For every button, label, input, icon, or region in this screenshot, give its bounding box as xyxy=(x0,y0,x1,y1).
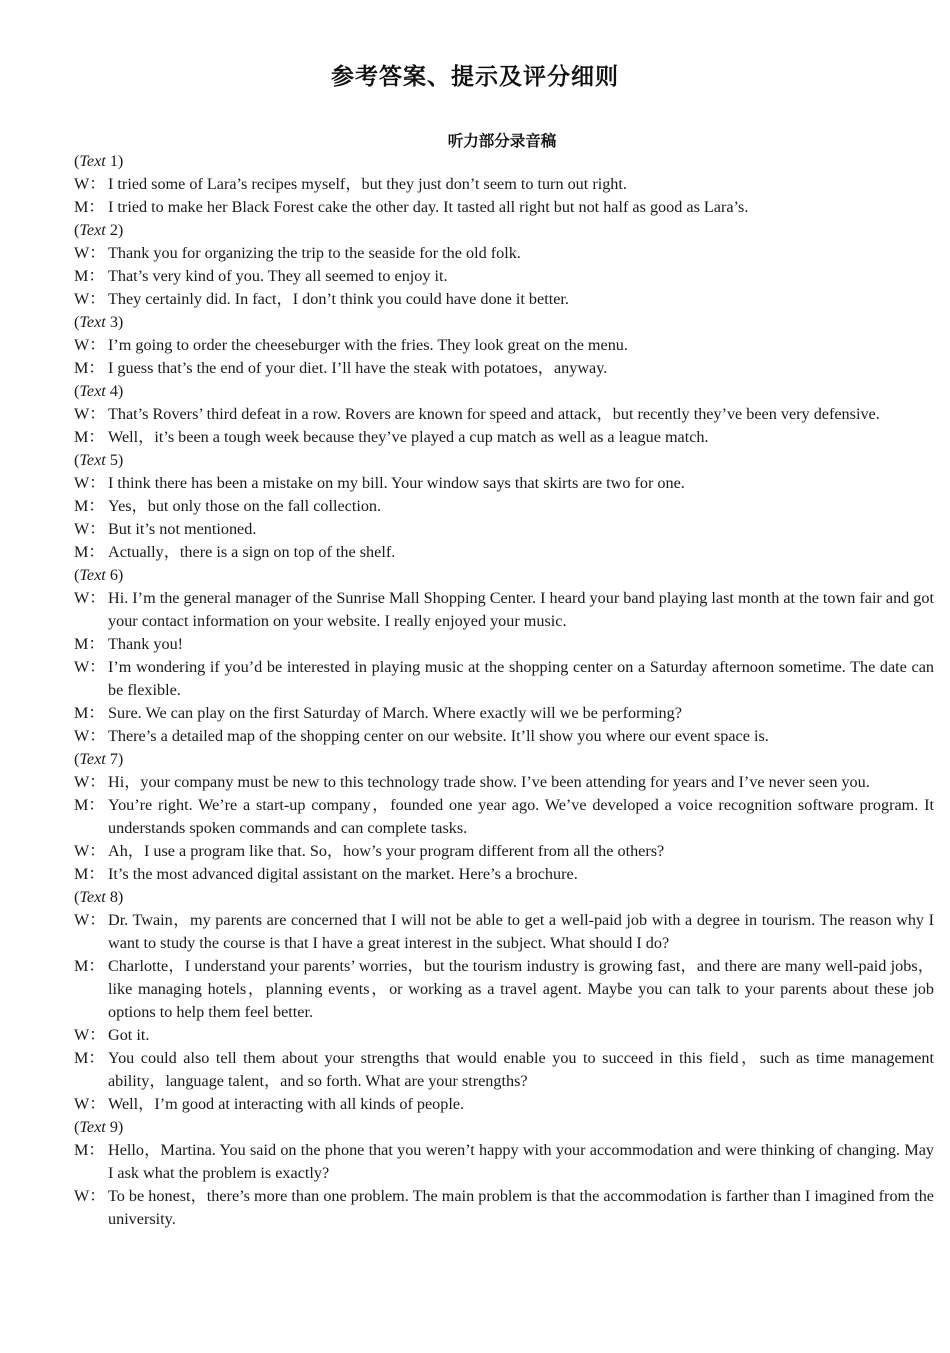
speaker-label: W： xyxy=(74,520,106,538)
text-header-word: Text xyxy=(79,152,106,170)
dialogue-line xyxy=(74,1093,934,1116)
text-header-open: ( xyxy=(74,451,80,469)
speaker-label: M： xyxy=(74,543,105,561)
dialogue-text: I’m going to order the cheeseburger with the fries. They look great on the menu. xyxy=(108,336,628,354)
dialogue-line xyxy=(74,794,934,840)
section-subtitle: 听力部分录音稿 xyxy=(447,132,557,150)
dialogue-text: But it’s not mentioned. xyxy=(108,520,257,538)
dialogue-line xyxy=(74,633,934,656)
dialogue-line xyxy=(74,656,934,702)
text-header xyxy=(74,886,934,909)
dialogue-text: Hi，your company must be new to this technology trade show. I’ve been attending for years and I’ve never seen you. xyxy=(108,773,870,791)
speaker-label: M： xyxy=(74,704,105,722)
dialogue-text: Thank you! xyxy=(108,635,184,653)
text-header-open: ( xyxy=(74,152,80,170)
speaker-label: W： xyxy=(74,727,106,745)
dialogue-line xyxy=(74,955,934,1024)
dialogue-line xyxy=(74,840,934,863)
dialogue-text: Yes，but only those on the fall collection. xyxy=(108,497,382,515)
dialogue-line xyxy=(74,518,934,541)
dialogue-text: I guess that’s the end of your diet. I’ll have the steak with potatoes，anyway. xyxy=(108,359,608,377)
dialogue-text: Thank you for organizing the trip to the seaside for the old folk. xyxy=(108,244,521,262)
text-header-number: 7) xyxy=(105,750,124,768)
dialogue-line xyxy=(74,1047,934,1093)
speaker-label: W： xyxy=(74,405,106,423)
text-header-word: Text xyxy=(79,451,106,469)
text-header xyxy=(74,564,934,587)
dialogue-text: I tried some of Lara’s recipes myself，but they just don’t seem to turn out right. xyxy=(108,175,627,193)
text-header-word: Text xyxy=(79,750,106,768)
dialogue-text: Got it. xyxy=(108,1026,150,1044)
speaker-label: M： xyxy=(74,1049,105,1067)
speaker-label: W： xyxy=(74,175,106,193)
dialogue-line xyxy=(74,472,934,495)
text-header-number: 8) xyxy=(105,888,124,906)
text-header-number: 2) xyxy=(105,221,124,239)
dialogue-text: There’s a detailed map of the shopping center on our website. It’ll show you where our event space is. xyxy=(108,727,769,745)
dialogue-line xyxy=(74,403,934,426)
dialogue-text: They certainly did. In fact，I don’t think you could have done it better. xyxy=(108,290,569,308)
speaker-label: W： xyxy=(74,911,106,929)
dialogue-text: Hi. I’m the general manager of the Sunrise Mall Shopping Center. I heard your band playing last month at the town fair and got your contact information on your website. I really enjoyed your music. xyxy=(108,589,934,630)
text-header-number: 5) xyxy=(105,451,124,469)
speaker-label: M： xyxy=(74,267,105,285)
speaker-label: W： xyxy=(74,1026,106,1044)
dialogue-line xyxy=(74,702,934,725)
text-header xyxy=(74,219,934,242)
dialogue-text: Charlotte，I understand your parents’ worries，but the tourism industry is growing fast，and there are many well-paid jobs，like managing hotels，planning events，or working as a travel agent. Maybe you can talk to your parents about these job options to help them feel better. xyxy=(108,957,934,1021)
text-header-open: ( xyxy=(74,1118,80,1136)
dialogue-text: Hello，Martina. You said on the phone that you weren’t happy with your accommodation and were thinking of changing. May I ask what the problem is exactly? xyxy=(108,1141,934,1182)
text-header-open: ( xyxy=(74,221,80,239)
speaker-label: W： xyxy=(74,589,106,607)
text-header-word: Text xyxy=(79,313,106,331)
dialogue-text: Dr. Twain，my parents are concerned that I will not be able to get a well-paid job with a degree in tourism. The reason why I want to study the course is that I have a great interest in the subject. What should I do? xyxy=(108,911,934,952)
dialogue-text: Sure. We can play on the first Saturday of March. Where exactly will we be performing? xyxy=(108,704,682,722)
speaker-label: W： xyxy=(74,336,106,354)
text-header-number: 6) xyxy=(105,566,124,584)
page-title: 参考答案、提示及评分细则 xyxy=(331,64,619,90)
speaker-label: W： xyxy=(74,658,106,676)
dialogue-line xyxy=(74,725,934,748)
dialogue-text: I’m wondering if you’d be interested in playing music at the shopping center on a Saturday afternoon sometime. The date can be flexible. xyxy=(108,658,934,699)
text-header xyxy=(74,449,934,472)
speaker-label: M： xyxy=(74,359,105,377)
dialogue-line xyxy=(74,1024,934,1047)
speaker-label: W： xyxy=(74,244,106,262)
dialogue-line xyxy=(74,771,934,794)
dialogue-line xyxy=(74,196,934,219)
dialogue-text: Actually，there is a sign on top of the shelf. xyxy=(108,543,396,561)
dialogue-text: Well，it’s been a tough week because they’ve played a cup match as well as a league match. xyxy=(108,428,709,446)
dialogue-text: That’s Rovers’ third defeat in a row. Rovers are known for speed and attack，but recently they’ve been very defensive. xyxy=(108,405,880,423)
dialogue-text: Well，I’m good at interacting with all kinds of people. xyxy=(108,1095,465,1113)
dialogue-line xyxy=(74,909,934,955)
text-header xyxy=(74,1116,934,1139)
speaker-label: M： xyxy=(74,428,105,446)
speaker-label: W： xyxy=(74,773,106,791)
text-header-number: 3) xyxy=(105,313,124,331)
text-header-open: ( xyxy=(74,888,80,906)
text-header-word: Text xyxy=(79,566,106,584)
dialogue-text: Ah，I use a program like that. So，how’s your program different from all the others? xyxy=(108,842,665,860)
dialogue-text: It’s the most advanced digital assistant on the market. Here’s a brochure. xyxy=(108,865,578,883)
dialogue-text: I think there has been a mistake on my bill. Your window says that skirts are two for one. xyxy=(108,474,685,492)
text-header-number: 4) xyxy=(105,382,124,400)
text-header xyxy=(74,150,934,173)
speaker-label: M： xyxy=(74,865,105,883)
dialogue-line xyxy=(74,242,934,265)
speaker-label: M： xyxy=(74,957,105,975)
dialogue-line xyxy=(74,863,934,886)
text-header-open: ( xyxy=(74,382,80,400)
speaker-label: M： xyxy=(74,497,105,515)
dialogue-line xyxy=(74,541,934,564)
text-header-number: 9) xyxy=(105,1118,124,1136)
dialogue-text: I tried to make her Black Forest cake the other day. It tasted all right but not half as good as Lara’s. xyxy=(108,198,749,216)
text-header-open: ( xyxy=(74,566,80,584)
dialogue-line xyxy=(74,265,934,288)
text-header-word: Text xyxy=(79,1118,106,1136)
text-header-word: Text xyxy=(79,888,106,906)
speaker-label: M： xyxy=(74,635,105,653)
speaker-label: M： xyxy=(74,796,105,814)
dialogue-line xyxy=(74,334,934,357)
dialogue-line xyxy=(74,357,934,380)
dialogue-text: You’re right. We’re a start-up company，founded one year ago. We’ve developed a voice recognition software program. It understands spoken commands and can complete tasks. xyxy=(108,796,934,837)
speaker-label: M： xyxy=(74,1141,105,1159)
speaker-label: M： xyxy=(74,198,105,216)
text-header-number: 1) xyxy=(105,152,124,170)
speaker-label: W： xyxy=(74,1187,106,1205)
text-header xyxy=(74,311,934,334)
text-header-word: Text xyxy=(79,221,106,239)
text-header xyxy=(74,380,934,403)
text-header-open: ( xyxy=(74,313,80,331)
dialogue-line xyxy=(74,288,934,311)
dialogue-text: That’s very kind of you. They all seemed to enjoy it. xyxy=(108,267,448,285)
dialogue-line xyxy=(74,173,934,196)
transcript-body xyxy=(74,150,934,1293)
speaker-label: W： xyxy=(74,290,106,308)
text-header xyxy=(74,748,934,771)
dialogue-text: You could also tell them about your strengths that would enable you to succeed in this field，such as time management ability，language talent，and so forth. What are your strengths? xyxy=(108,1049,934,1090)
dialogue-line xyxy=(74,587,934,633)
text-header-word: Text xyxy=(79,382,106,400)
dialogue-line xyxy=(74,1185,934,1231)
speaker-label: W： xyxy=(74,842,106,860)
dialogue-line xyxy=(74,495,934,518)
dialogue-line xyxy=(74,1139,934,1185)
dialogue-line xyxy=(74,426,934,449)
speaker-label: W： xyxy=(74,474,106,492)
speaker-label: W： xyxy=(74,1095,106,1113)
text-header-open: ( xyxy=(74,750,80,768)
dialogue-text: To be honest，there’s more than one problem. The main problem is that the accommodation is farther than I imagined from the university. xyxy=(108,1187,934,1228)
